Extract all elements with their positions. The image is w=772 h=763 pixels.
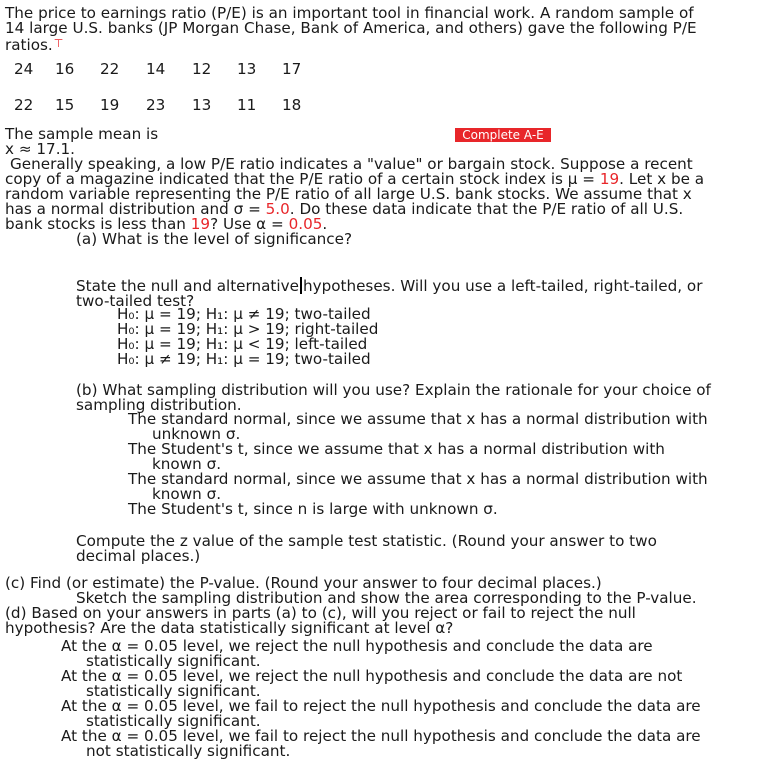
data-value: 22 — [14, 96, 34, 114]
data-value: 19 — [100, 96, 120, 114]
distribution-option-1[interactable]: The standard normal, since we assume that x has a normal distribution with unknown σ. — [128, 410, 708, 443]
part-d-line-1: (d) Based on your answers in parts (a) to (c), will you reject or fail to reject the null — [5, 604, 636, 622]
data-value: 13 — [192, 96, 212, 114]
distribution-options — [128, 412, 708, 517]
data-value: 16 — [55, 60, 75, 78]
conclusion-option-1[interactable]: At the α = 0.05 level, we reject the null hypothesis and conclude the data are statistically significant. — [61, 637, 653, 670]
problem-paragraph — [5, 157, 704, 232]
hypotheses-prompt-line-1: State the null and alternative hypotheses. Will you use a left-tailed, right-tailed, or — [76, 277, 703, 295]
conclusion-option-4[interactable]: At the α = 0.05 level, we fail to reject the null hypothesis and conclude the data are not statistically significant. — [61, 727, 701, 760]
text-cursor — [300, 277, 302, 294]
data-row-2 — [14, 98, 301, 113]
paragraph-line-2: copy of a magazine indicated that the P/E ratio of a certain stock index is μ = 19. Let x be a — [5, 170, 705, 188]
conclusion-option-2[interactable]: At the α = 0.05 level, we reject the null hypothesis and conclude the data are not statistically significant. — [61, 667, 683, 700]
hypothesis-option-3[interactable]: H₀: μ = 19; H₁: μ < 19; left-tailed — [117, 335, 368, 353]
data-row-1 — [14, 62, 301, 77]
hypothesis-option-1[interactable]: H₀: μ = 19; H₁: μ ≠ 19; two-tailed — [117, 305, 371, 323]
part-d-line-2: hypothesis? Are the data statistically significant at level α? — [5, 619, 454, 637]
record-icon: ⊤ — [53, 37, 64, 50]
mu-value-2: 19 — [190, 215, 211, 233]
data-value: 17 — [282, 60, 302, 78]
data-value: 11 — [237, 96, 257, 114]
part-b-line-1: (b) What sampling distribution will you use? Explain the rationale for your choice of — [76, 381, 711, 399]
distribution-option-2[interactable]: The Student's t, since we assume that x has a normal distribution with known σ. — [128, 440, 665, 473]
part-b-question — [76, 383, 711, 413]
intro-line-1: The price to earnings ratio (P/E) is an important tool in financial work. A random sample of — [5, 4, 694, 22]
intro-text — [5, 6, 697, 53]
complete-button[interactable]: Complete A-E — [455, 128, 551, 142]
intro-line-3: ratios.⊤ — [5, 36, 64, 54]
part-d-question — [5, 606, 636, 636]
hypotheses-prompt-line-2: two-tailed test? — [76, 292, 195, 310]
sample-mean-value: x ≈ 17.1. — [5, 140, 76, 158]
data-value: 14 — [146, 60, 166, 78]
distribution-option-4[interactable]: The Student's t, since n is large with unknown σ. — [128, 500, 498, 518]
alpha-value: 0.05 — [288, 215, 323, 233]
data-value: 22 — [100, 60, 120, 78]
data-value: 23 — [146, 96, 166, 114]
data-value: 13 — [237, 60, 257, 78]
hypotheses-options — [117, 307, 378, 367]
distribution-option-3[interactable]: The standard normal, since we assume that x has a normal distribution with known σ. — [128, 470, 708, 503]
data-value: 18 — [282, 96, 302, 114]
sample-mean-label: The sample mean is — [5, 125, 159, 143]
paragraph-line-1: Generally speaking, a low P/E ratio indicates a "value" or bargain stock. Suppose a recent — [10, 155, 693, 173]
paragraph-line-3: random variable representing the P/E ratio of all large U.S. bank stocks. We assume that x — [5, 185, 692, 203]
data-value: 24 — [14, 60, 34, 78]
compute-z-line-1: Compute the z value of the sample test statistic. (Round your answer to two — [76, 532, 657, 550]
conclusion-options — [61, 639, 701, 759]
sample-mean — [5, 127, 158, 157]
sketch-prompt: Sketch the sampling distribution and show the area corresponding to the P-value. — [76, 589, 697, 607]
conclusion-option-3[interactable]: At the α = 0.05 level, we fail to reject the null hypothesis and conclude the data are statistically significant. — [61, 697, 701, 730]
sigma-value: 5.0 — [265, 200, 290, 218]
hypothesis-option-2[interactable]: H₀: μ = 19; H₁: μ > 19; right-tailed — [117, 320, 379, 338]
part-c-question: (c) Find (or estimate) the P-value. (Round your answer to four decimal places.) — [5, 574, 602, 592]
part-b-line-2: sampling distribution. — [76, 396, 242, 414]
compute-z-line-2: decimal places.) — [76, 547, 201, 565]
hypothesis-option-4[interactable]: H₀: μ ≠ 19; H₁: μ = 19; two-tailed — [117, 350, 371, 368]
compute-z-prompt — [76, 534, 657, 564]
intro-line-2: 14 large U.S. banks (JP Morgan Chase, Bank of America, and others) gave the following P/E — [5, 19, 697, 37]
data-value: 12 — [192, 60, 212, 78]
data-value: 15 — [55, 96, 75, 114]
paragraph-line-4: has a normal distribution and σ = 5.0. Do these data indicate that the P/E ratio of all U.S. — [5, 200, 684, 218]
part-a-question: (a) What is the level of significance? — [76, 230, 353, 248]
paragraph-line-5: bank stocks is less than 19? Use α = 0.05. — [5, 215, 328, 233]
mu-value: 19 — [599, 170, 620, 188]
